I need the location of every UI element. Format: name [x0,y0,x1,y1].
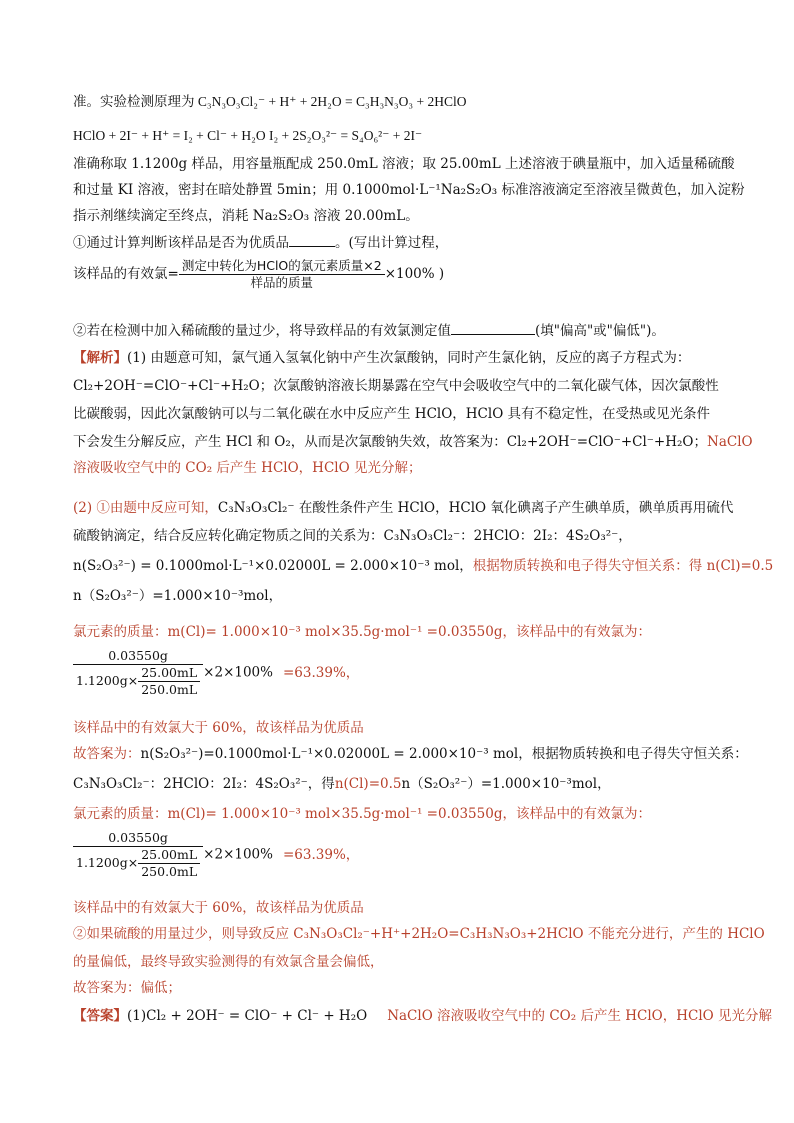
fraction-2-den-prefix: 1.1200g× [76,855,139,870]
fraction-calc-2 [73,830,359,880]
fraction-1-inner [138,665,200,698]
answer-blank-1[interactable] [289,232,335,247]
moles-calc: n(S₂O₃²⁻) = 0.1000mol·L⁻¹×0.02000L = 2.000×10⁻³ mol， [73,558,473,574]
principle-line: 准。实验检测原理为 C₃N₃O₃Cl₂⁻ + H⁺ + 2H₂O = C₃H₃N₃O₃ + 2HClO [73,94,467,109]
fraction-2 [73,830,203,880]
fraction-1-den-prefix: 1.1200g× [76,673,139,688]
chlorine-mass-calc: 氯元素的质量：m(Cl)= 1.000×10⁻³ mol×35.5g·mol⁻¹ = [73,624,438,640]
fraction-2-numerator: 0.03550g [73,830,203,847]
fraction-1-numerator: 0.03550g [73,648,203,665]
part2-intro: (2) ①由题中反应可知， [73,500,218,516]
final-answer-explanation: NaClO 溶液吸收空气中的 CO₂ 后产生 HClO，HClO 见光分解 [387,1008,773,1024]
conclusion-1: 该样品中的有效氯大于 60%，故该样品为优质品 [73,720,364,736]
part2-sub2-answer: 故答案为：偏低； [73,980,181,996]
fraction-1-denominator [73,665,203,698]
fraction-1-result: =63.39%， [282,664,360,681]
fraction-2-inner-den: 250.0mL [141,864,198,879]
answer-line-1 [73,744,748,764]
formula-denominator: 样品的质量 [250,275,313,290]
answer-ns2o3: n（S₂O₃²⁻）=1.000×10⁻³mol， [401,776,611,792]
answer-line-2 [73,774,611,794]
answer-tag: 【答案】 [73,1008,127,1024]
part2-text-1: C₃N₃O₃Cl₂⁻ 在酸性条件产生 HClO，HClO 氧化碘离子产生碘单质，碘单质再用硫代 [217,500,734,516]
fraction-2-inner [138,847,200,880]
part2-line-3 [73,556,773,576]
part2-line-4: n（S₂O₃²⁻）=1.000×10⁻³mol， [73,588,283,604]
conclusion-2: 该样品中的有效氯大于 60%，故该样品为优质品 [73,900,364,916]
part2-line-1 [73,498,733,518]
fraction-2-inner-num: 25.00mL [138,847,200,864]
final-answer-equation: (1)Cl₂ + 2OH⁻ = ClO⁻ + Cl⁻ + H₂O [127,1008,368,1024]
fraction-2-mult: ×2×100% [203,846,273,863]
answer-blank-2[interactable] [451,320,535,335]
chlorine-mass-calc-2: 氯元素的质量：m(Cl)= 1.000×10⁻³ mol×35.5g·mol⁻¹ = [73,806,438,822]
moles-relation: 根据物质转换和电子得失守恒关系：得 n(Cl)=0.5 [472,558,774,574]
answer-calc: n(S₂O₃²⁻)=0.1000mol·L⁻¹×0.02000L = 2.000×10⁻³ mol，根据物质转换和电子得失守恒关系： [140,746,748,762]
formula-tail: ×100% ) [384,266,445,282]
procedure-line-2: 和过量 KI 溶液，密封在暗处静置 5min；用 0.1000mol·L⁻¹Na₂S₂O₃ 标准溶液滴定至溶液呈微黄色，加入淀粉 [73,182,745,198]
analysis-red-4: NaClO [707,434,753,450]
fraction-2-denominator [73,847,203,880]
effective-chlorine-formula [73,256,444,292]
final-answer-line [73,1006,772,1026]
chlorine-mass-result-2: 0.03550g，该样品中的有效氯为： [438,806,651,822]
fraction-2-result: =63.39%， [282,846,360,863]
fraction-calc-1 [73,648,359,698]
chlorine-mass-line [73,622,651,642]
question-1-tail: 。(写出计算过程， [335,235,449,251]
fraction-1 [73,648,203,698]
question-1-text: ①通过计算判断该样品是否为优质品 [73,235,289,251]
formula-fraction [179,258,385,291]
analysis-text-1: (1) 由题意可知，氯气通入氢氧化钠中产生次氯酸钠，同时产生氯化钠，反应的离子方程式为： [127,350,691,366]
analysis-tag: 【解析】 [73,350,127,366]
chlorine-mass-line-2 [73,804,651,824]
fraction-1-mult: ×2×100% [203,664,273,681]
part2-sub2-line-2: 的量偏低，最终导致实验测得的有效氯含量会偏低， [73,954,384,970]
part2-sub2-line-1: ②如果硫酸的用量过少，则导致反应 C₃N₃O₃Cl₂⁻+H⁺+2H₂O=C₃H₃N₃O₃+2HClO 不能充分进行，产生的 HClO [73,926,765,942]
answer-prefix: 故答案为： [73,746,141,762]
procedure-line-3: 指示剂继续滴定至终点，消耗 Na₂S₂O₃ 溶液 20.00mL。 [73,208,419,224]
analysis-line-2: Cl₂+2OH⁻=ClO⁻+Cl⁻+H₂O；次氯酸钠溶液长期暴露在空气中会吸收空气中的二氧化碳气体，因次氯酸性 [73,378,719,394]
part2-line-2: 硫酸钠滴定，结合反应转化确定物质之间的关系为：C₃N₃O₃Cl₂⁻：2HClO：2I₂：4S₂O₃²⁻， [73,528,632,544]
chlorine-mass-result: 0.03550g，该样品中的有效氯为： [438,624,651,640]
formula-label: 该样品的有效氯= [73,266,179,282]
question-2-tail: (填"偏高"或"偏低")。 [535,323,665,339]
analysis-line-1 [73,348,690,368]
analysis-line-4 [73,432,753,452]
answer-ncl: n(Cl)=0.5 [334,776,402,792]
analysis-line-3: 比碳酸弱，因此次氯酸钠可以与二氧化碳在水中反应产生 HClO，HClO 具有不稳定性，在受热或见光条件 [73,406,711,422]
question-2 [73,320,665,341]
analysis-text-4: 下会发生分解反应，产生 HCl 和 O₂，从而是次氯酸钠失效，故答案为：Cl₂+2OH⁻=ClO⁻+Cl⁻+H₂O； [73,434,707,450]
formula-numerator: 测定中转化为HClO的氯元素质量×2 [179,258,385,275]
question-1 [73,232,448,253]
fraction-1-inner-num: 25.00mL [138,665,200,682]
question-2-text: ②若在检测中加入稀硫酸的量过少，将导致样品的有效氯测定值 [73,323,451,339]
procedure-line-1: 准确称取 1.1200g 样品，用容量瓶配成 250.0mL 溶液；取 25.00mL 上述溶液于碘量瓶中，加入适量稀硫酸 [73,156,735,172]
answer-relation: C₃N₃O₃Cl₂⁻：2HClO：2I₂：4S₂O₃²⁻，得 [73,776,335,792]
fraction-1-inner-den: 250.0mL [141,682,198,697]
analysis-line-5: 溶液吸收空气中的 CO₂ 后产生 HClO，HClO 见光分解； [73,460,422,476]
reaction-equations: HClO + 2I⁻ + H⁺ = I₂ + Cl⁻ + H₂O I₂ + 2S₂O₃²⁻ = S₄O₆²⁻ + 2I⁻ [73,128,423,143]
